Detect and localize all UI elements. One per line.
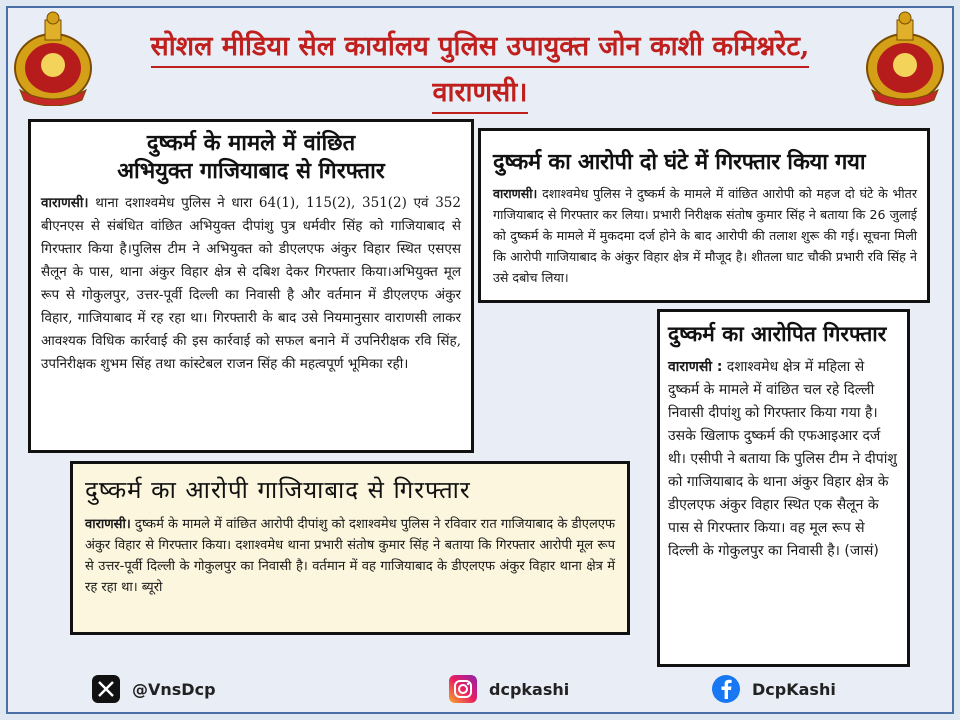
title-line-1: सोशल मीडिया सेल कार्यालय पुलिस उपायुक्त जोन काशी कमिश्नरेट, [151,26,810,68]
headline-line-2: अभियुक्त गाजियाबाद से गिरफ्तार [117,159,385,184]
x-logo-icon [92,675,120,703]
news-clipping-2 [478,128,930,303]
body-text: थाना दशाश्वमेध पुलिस ने धारा 64(1), 115(2), 351(2) एवं 352 बीएनएस से संबंधित वांछित अभियुक्त दीपांशु पुत्र धर्मवीर सिंह को गाजियाबाद से गिरफ्तार किया है।पुलिस टीम ने अभियुक्त को डीएलएफ अंकुर विहार स्थित एसएस सैलून के पास, थाना अंकुर विहार क्षेत्र से दबिश देकर गिरफ्तार किया।अभियुक्त मूल रूप से गोकुलपुर, उत्तर-पूर्वी दिल्ली का निवासी है और वर्तमान में डीएलएफ अंकुर विहार, गाजियाबाद में रह रहा था। गिरफ्तारी के बाद उसे नियमानुसार वाराणसी लाकर आवश्यक विधिक कार्रवाई की इस कार्रवाई को सफल बनाने में उपनिरीक्षक रवि सिंह, उपनिरीक्षक शुभम सिंह तथा कांस्टेबल राजन सिंह की महत्वपूर्ण भूमिका रही। [41,195,461,372]
dateline: वाराणसी। [41,195,89,211]
clipping-headline: दुष्कर्म का आरोपी दो घंटे में गिरफ्तार किया गया [493,150,866,175]
title-line-2: वाराणसी। [432,72,527,114]
facebook-link[interactable] [712,672,836,706]
clipping-body [668,356,899,563]
facebook-logo-icon [712,675,740,703]
instagram-link[interactable] [449,672,569,706]
clipping-body [41,192,461,376]
clipping-headline [41,130,461,186]
news-clipping-3 [657,309,910,667]
headline-line-1: दुष्कर्म के मामले में वांछित [146,131,356,156]
instagram-logo-icon [449,675,477,703]
body-text: दशाश्वमेध क्षेत्र में महिला से दुष्कर्म के मामले में वांछित चल रहे दिल्ली निवासी दीपांशु को गिरफ्तार किया गया है। उसके खिलाफ दुष्कर्म की एफआइआर दर्ज थी। एसीपी ने बताया कि पुलिस टीम ने दीपांशु को गाजियाबाद के थाना अंकुर विहार क्षेत्र के डीएलएफ अंकुर विहार स्थित एक सैलून के पास से गिरफ्तार किया। वह मूल रूप से दिल्ली के गोकुलपुर का निवासी है। (जासं) [668,359,897,559]
up-police-emblem-icon [862,10,948,106]
facebook-handle: DcpKashi [752,679,836,699]
clipping-headline: दुष्कर्म का आरोपित गिरफ्तार [668,322,887,346]
page-subtitle [100,72,860,114]
instagram-handle: dcpkashi [489,679,570,699]
body-text: दशाश्वमेध पुलिस ने दुष्कर्म के मामले में वांछित आरोपी को महज दो घंटे के भीतर गाजियाबाद से गिरफ्तार कर लिया। प्रभारी निरीक्षक संतोष कुमार सिंह ने बताया कि 26 जुलाई को दुष्कर्म के मामले में मुकदमा दर्ज होने के बाद आरोपी की तलाश शुरू की गई। सूचना मिली कि आरोपी गाजियाबाद के अंकुर विहार क्षेत्र में मौजूद है। शीतला घाट चौकी प्रभारी रवि सिंह ने उसे दबोच लिया। [493,186,917,285]
dateline: वाराणसी : [668,359,723,375]
dateline: वाराणसी। [85,517,131,532]
page-title [100,26,860,68]
twitter-link[interactable] [92,672,216,706]
twitter-handle: @VnsDcp [132,679,216,699]
news-clipping-4 [70,461,630,635]
dateline: वाराणसी। [493,186,538,201]
news-clipping-1 [28,119,474,453]
clipping-body [85,514,615,598]
clipping-headline: दुष्कर्म का आरोपी गाजियाबाद से गिरफ्तार [85,476,471,504]
body-text: दुष्कर्म के मामले में वांछित आरोपी दीपांशु को दशाश्वमेध पुलिस ने रविवार रात गाजियाबाद के डीएलएफ अंकुर विहार से गिरफ्तार किया। दशाश्वमेध थाना प्रभारी संतोष कुमार सिंह ने बताया कि गिरफ्तार आरोपी मूल रूप से उत्तर-पूर्वी दिल्ली के गोकुलपुर का निवासी है। वर्तमान में वह गाजियाबाद के डीएलएफ अंकुर विहार थाना क्षेत्र में रह रहा था। ब्यूरो [85,517,615,595]
clipping-body [493,183,917,288]
up-police-emblem-icon [10,10,96,106]
